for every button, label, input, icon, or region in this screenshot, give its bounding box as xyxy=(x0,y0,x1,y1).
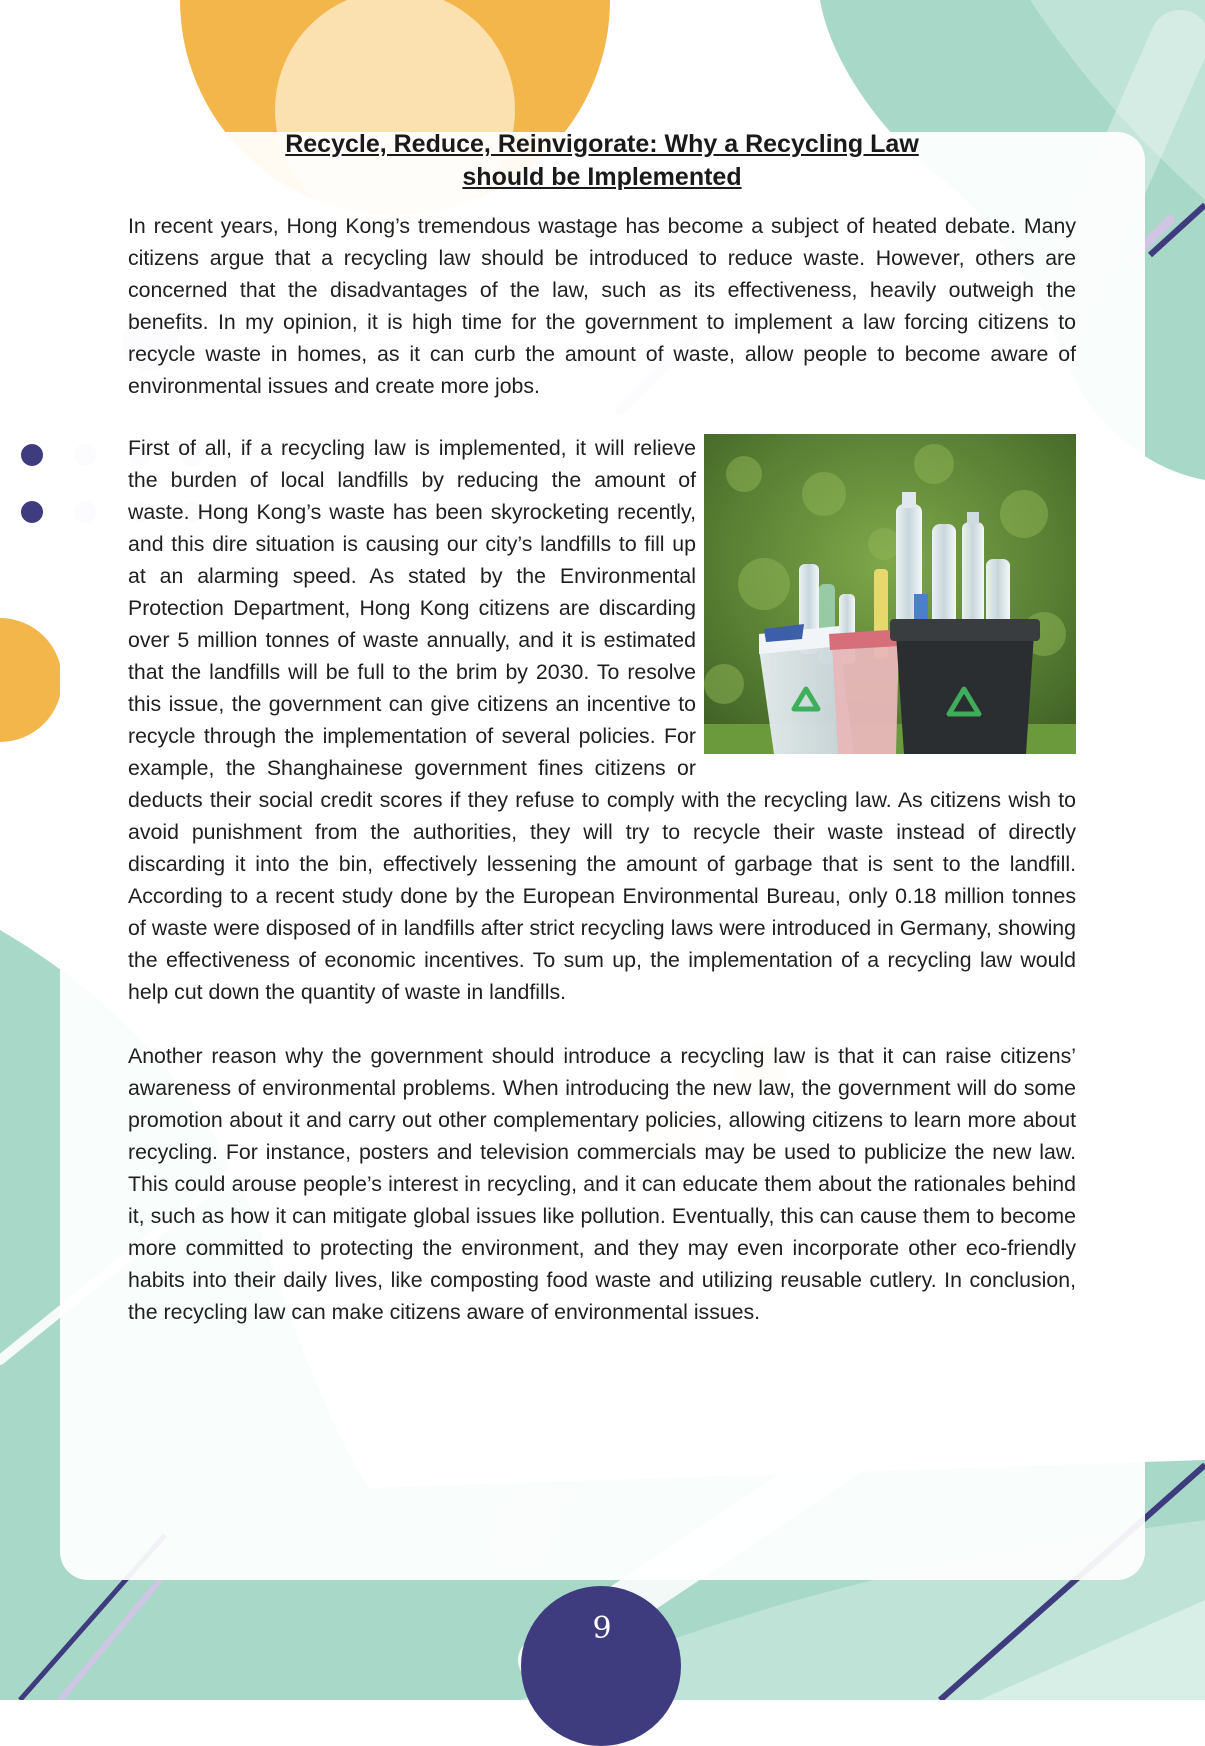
left-orange-circle xyxy=(0,618,62,742)
paragraph-introduction: In recent years, Hong Kong’s tremendous wastage has become a subject of heated debate. Many citizens argue that a recycling law should be introduced to reduce waste. However, others are concerned that the disadvantages of the law, such as its effectiveness, heavily outweigh the benefits. In my opinion, it is high time for the government to implement a law forcing citizens to recycle waste in homes, as it can curb the amount of waste, allow people to become aware of environmental issues and create more jobs. xyxy=(128,214,1076,398)
page-number: 9 xyxy=(592,1610,612,1646)
article-title-line-1: Recycle, Reduce, Reinvigorate: Why a Recycling Law xyxy=(285,130,919,158)
article xyxy=(128,128,1076,1328)
paragraph-landfill-argument: First of all, if a recycling law is implemented, it will relieve the burden of local landfills by reducing the amount of waste. Hong Kong’s waste has been skyrocketing recently, and this dire situation is causing our city’s landfills to fill up at an alarming speed. As stated by the Environmental Protection Department, Hong Kong citizens are discarding over 5 million tonnes of waste annually, and it is estimated that the landfills will be full to the brim by 2030. To resolve this issue, the government can give citizens an incentive to recycle through the implementation of several policies. For example, the Shanghainese government fines citizens or deducts their social credit scores if they refuse to comply with the recycling law. As citizens wish to avoid punishment from the authorities, they will try to recycle their waste instead of directly discarding it into the bin, effectively lessening the amount of garbage that is sent to the landfill. According to a recent study done by the European Environmental Bureau, only 0.18 million tonnes of waste were disposed of in landfills after strict recycling laws were introduced in Germany, showing the effectiveness of economic incentives. To sum up, the implementation of a recycling law would help cut down the quantity of waste in landfills. xyxy=(128,436,1076,1004)
article-title xyxy=(128,128,1076,194)
article-title-line-2: should be Implemented xyxy=(462,163,742,191)
page-number-badge xyxy=(521,1586,681,1746)
paragraph-awareness-argument: Another reason why the government should introduce a recycling law is that it can raise citizens’ awareness of environmental problems. When introducing the new law, the government will do some promotion about it and carry out other complementary policies, allowing citizens to learn more about recycling. For instance, posters and television commercials may be used to publicize the new law. This could arouse people’s interest in recycling, and it can educate them about the rationales behind it, such as how it can mitigate global issues like pollution. Eventually, this can cause them to become more committed to protecting the environment, and they may even incorporate other eco-friendly habits into their daily lives, like composting food waste and utilizing reusable cutlery. In conclusion, the recycling law can make citizens aware of environmental issues. xyxy=(128,1044,1076,1324)
recycling-bins-photo xyxy=(704,434,1076,754)
